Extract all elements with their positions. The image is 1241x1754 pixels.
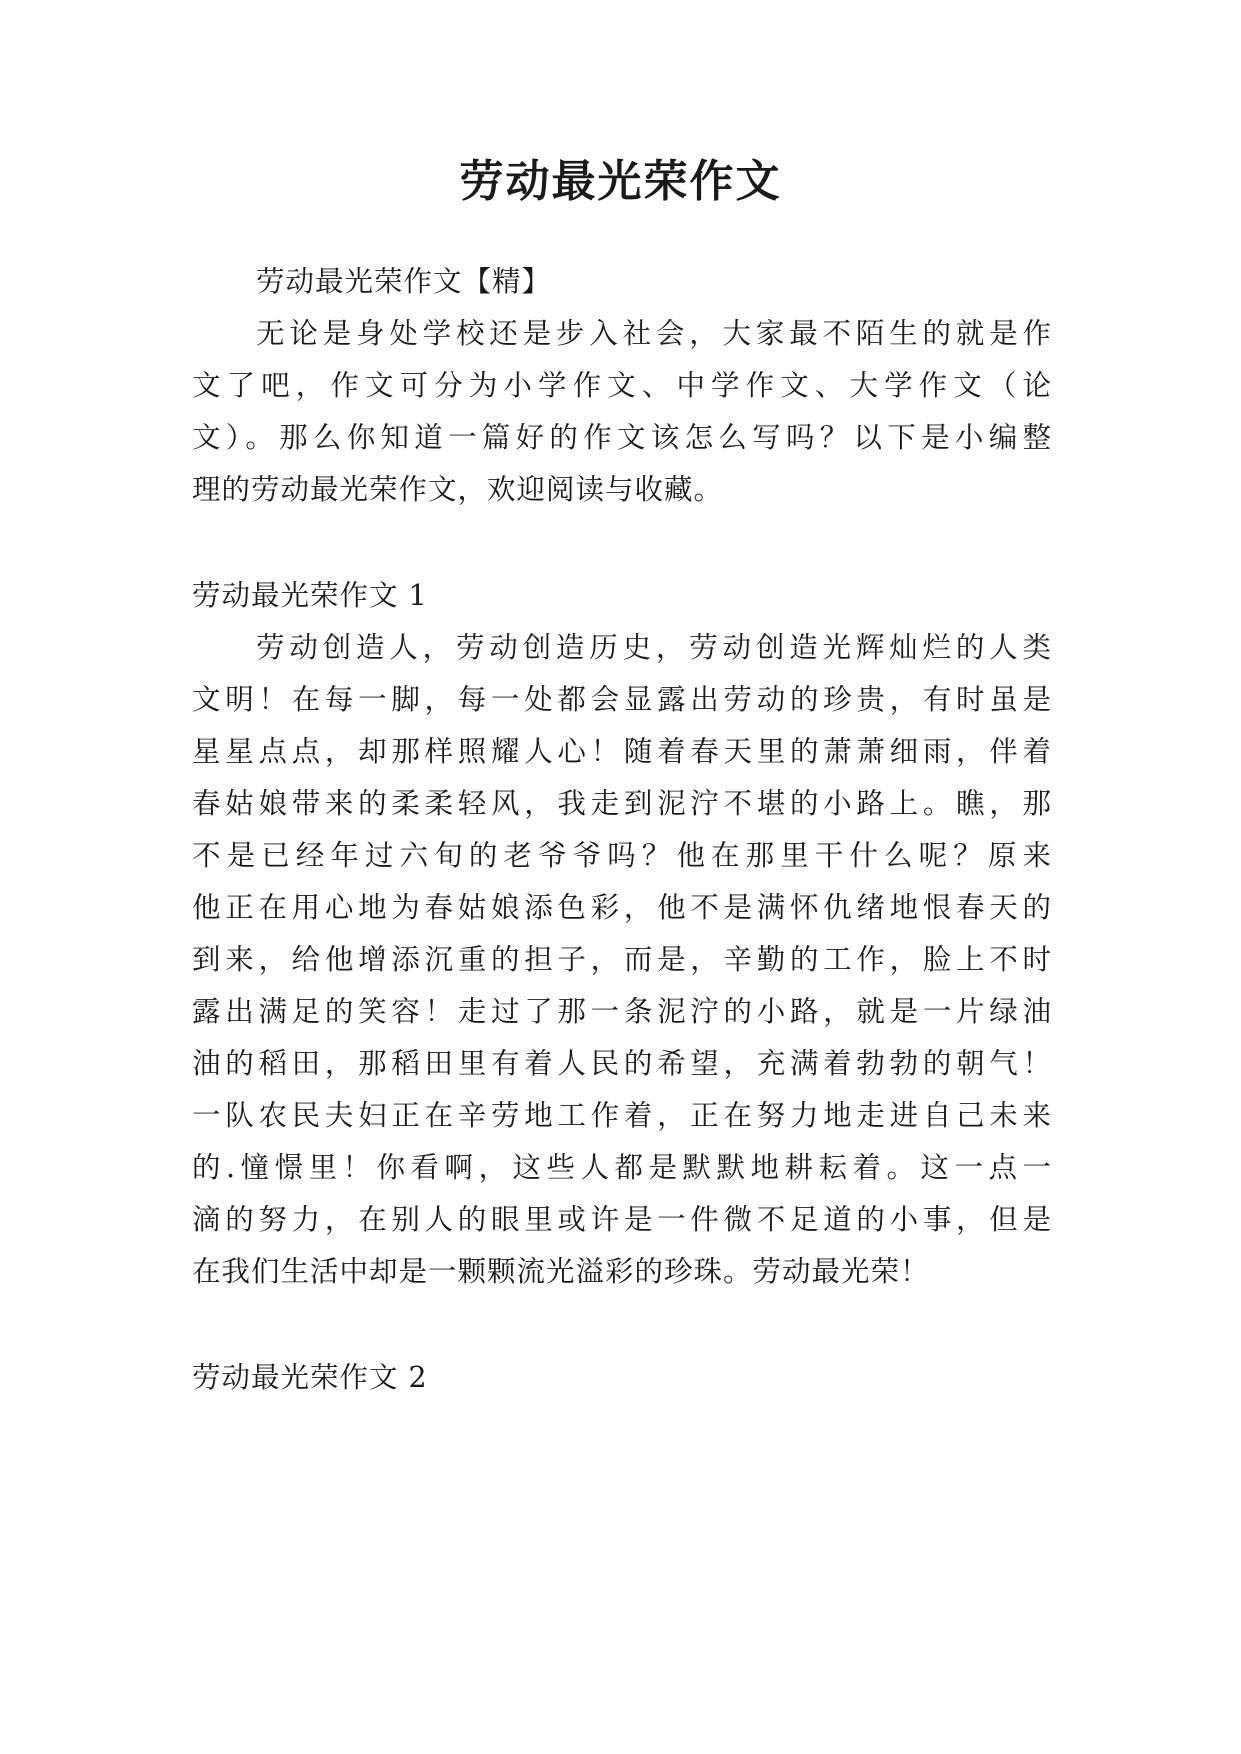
paragraph-line: 他正在用心地为春姑娘添色彩，他不是满怀仇绪地恨春天的: [192, 891, 1052, 924]
intro-line: 理的劳动最光荣作文，欢迎阅读与收藏。: [192, 473, 724, 506]
paragraph-line: 文明！在每一脚，每一处都会显露出劳动的珍贵，有时虽是: [192, 683, 1052, 716]
document-title: 劳动最光荣作文: [459, 156, 782, 207]
intro-line: 文）。那么你知道一篇好的作文该怎么写吗？以下是小编整: [192, 421, 1052, 454]
paragraph-line: 滴的努力，在别人的眼里或许是一件微不足道的小事，但是: [192, 1203, 1052, 1236]
document-subtitle: 劳动最光荣作文【精】: [256, 265, 552, 298]
paragraph-line: 春姑娘带来的柔柔轻风，我走到泥泞不堪的小路上。瞧，那: [192, 787, 1052, 820]
paragraph-line: 露出满足的笑容！走过了那一条泥泞的小路，就是一片绿油: [192, 995, 1052, 1028]
paragraph-line: 的.憧憬里！你看啊，这些人都是默默地耕耘着。这一点一: [192, 1151, 1052, 1184]
paragraph-line: 星星点点，却那样照耀人心！随着春天里的萧萧细雨，伴着: [192, 735, 1052, 768]
paragraph-line: 一队农民夫妇正在辛劳地工作着，正在努力地走进自己未来: [192, 1099, 1052, 1132]
section-heading: 劳动最光荣作文 2: [192, 1361, 428, 1394]
paragraph-line: 不是已经年过六旬的老爷爷吗？他在那里干什么呢？原来: [192, 839, 1052, 872]
paragraph-line: 在我们生活中却是一颗颗流光溢彩的珍珠。劳动最光荣！: [192, 1255, 930, 1288]
section-heading: 劳动最光荣作文 1: [192, 579, 428, 612]
intro-line: 无论是身处学校还是步入社会，大家最不陌生的就是作: [256, 317, 1052, 350]
intro-line: 文了吧，作文可分为小学作文、中学作文、大学作文（论: [192, 369, 1052, 402]
paragraph-line: 到来，给他增添沉重的担子，而是，辛勤的工作，脸上不时: [192, 943, 1052, 976]
paragraph-line: 油的稻田，那稻田里有着人民的希望，充满着勃勃的朝气！: [192, 1047, 1052, 1080]
paragraph-line: 劳动创造人，劳动创造历史，劳动创造光辉灿烂的人类: [256, 631, 1052, 664]
